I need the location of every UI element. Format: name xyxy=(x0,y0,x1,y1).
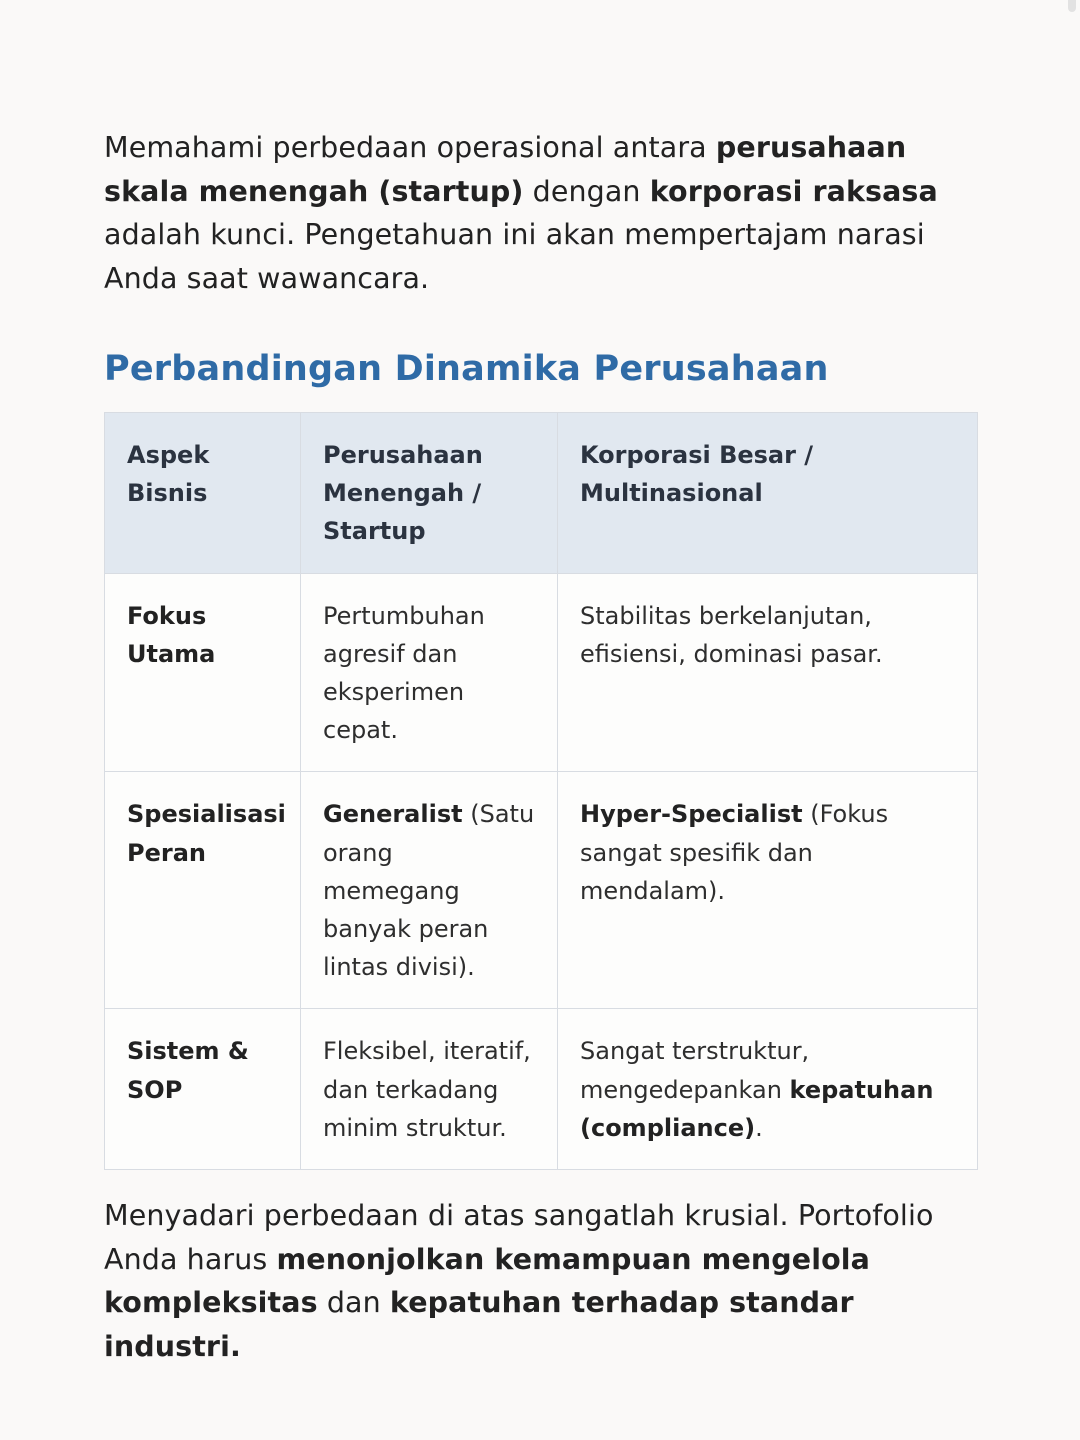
comparison-table xyxy=(104,412,978,1170)
table-header-row xyxy=(105,413,978,574)
intro-paragraph xyxy=(104,126,976,300)
cell-text: Stabilitas berkelanjutan, efisiensi, dominasi pasar. xyxy=(580,601,883,668)
closing-text-1: Menyadari perbedaan di atas sangatlah krusial. Portofolio Anda harus xyxy=(104,1199,934,1276)
section-heading: Perbandingan Dinamika Perusahaan xyxy=(104,349,829,389)
closing-bold-compliance: kepatuhan terhadap standar industri. xyxy=(104,1286,854,1363)
corporate-cell xyxy=(558,1009,978,1170)
table-row xyxy=(105,772,978,1009)
aspect-cell: Sistem & SOP xyxy=(105,1009,301,1170)
corporate-cell xyxy=(558,573,978,772)
intro-text-3: adalah kunci. Pengetahuan ini akan mempertajam narasi Anda saat wawancara. xyxy=(104,218,925,295)
cell-text: Fleksibel, iteratif, dan terkadang minim struktur. xyxy=(323,1037,531,1142)
cell-text: Pertumbuhan agresif dan eksperimen cepat. xyxy=(323,601,485,745)
aspect-cell: Spesialisasi Peran xyxy=(105,772,301,1009)
intro-text-1: Memahami perbedaan operasional antara xyxy=(104,131,716,164)
header-aspect: Aspek Bisnis xyxy=(105,413,301,574)
table-row xyxy=(105,573,978,772)
cell-text: (Satu orang memegang banyak peran lintas divisi). xyxy=(323,800,535,982)
scrollbar-thumb[interactable] xyxy=(1068,0,1076,12)
startup-cell xyxy=(301,573,558,772)
article-content xyxy=(104,126,976,1363)
cell-text: . xyxy=(755,1113,763,1142)
cell-bold-text: Hyper-Specialist xyxy=(580,800,803,829)
intro-bold-corporate: korporasi raksasa xyxy=(649,174,938,208)
intro-text-2: dengan xyxy=(523,174,650,208)
aspect-cell: Fokus Utama xyxy=(105,573,301,772)
table-row xyxy=(105,1009,978,1170)
cell-text-prefix: Sangat terstruktur, mengedepankan xyxy=(580,1037,810,1104)
startup-cell xyxy=(301,1009,558,1170)
closing-paragraph xyxy=(104,1194,976,1368)
closing-bold-complexity: menonjolkan kemampuan mengelola kompleksitas xyxy=(104,1242,870,1320)
cell-bold-text: kepatuhan (compliance) xyxy=(580,1075,934,1142)
cell-text: (Fokus sangat spesifik dan mendalam). xyxy=(580,800,889,905)
corporate-cell xyxy=(558,772,978,1009)
startup-cell xyxy=(301,772,558,1009)
cell-bold-text: Generalist xyxy=(323,800,463,829)
closing-text-2: dan xyxy=(317,1286,390,1320)
intro-bold-startup: perusahaan skala menengah (startup) xyxy=(104,131,907,208)
header-corporate: Korporasi Besar / Multinasional xyxy=(558,413,978,574)
header-startup: Perusahaan Menengah / Startup xyxy=(301,413,558,574)
